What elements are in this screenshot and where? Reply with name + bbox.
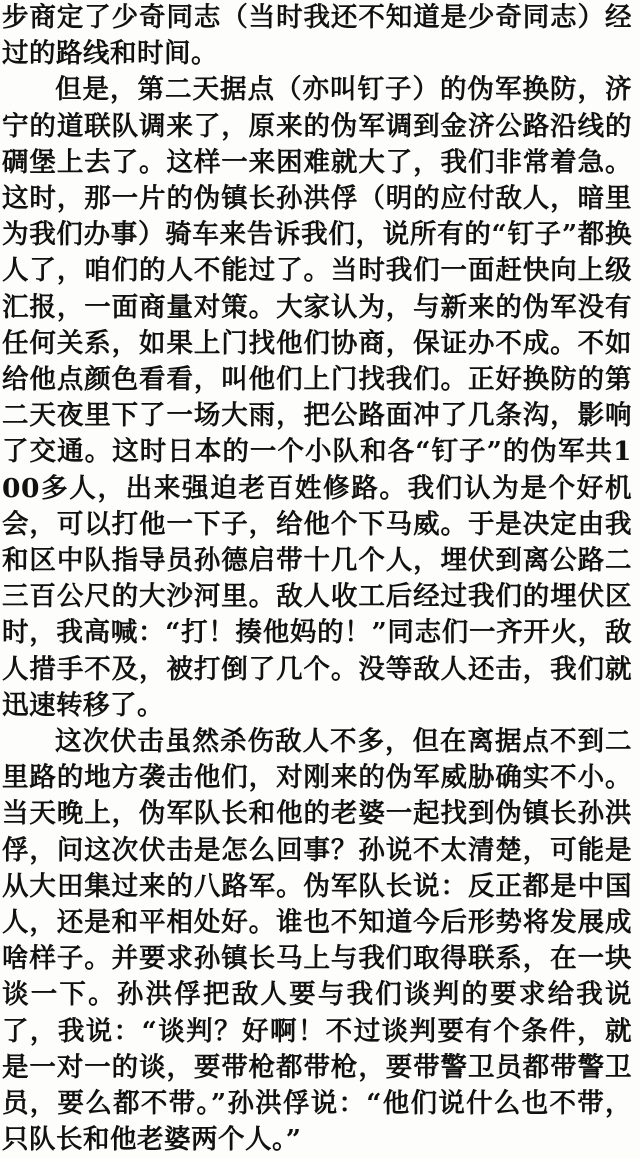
paragraph-2: 但是，第二天据点（亦叫钉子）的伪军换防，济宁的道联队调来了，原来的伪军调到金济公路沿线的碉堡上去了。这样一来困难就大了，我们非常着急。这时，那一片的伪镇长孙洪俘（明的应付敌人，暗里为我们办事）骑车来告诉我们，说所有的“钉子”都换人了，咱们的人不能过了。当时我们一面赶快向上级汇报，一面商量对策。大家认为，与新来的伪军没有任何关系，如果上门找他们协商，保证办不成。不如给他点颜色看看，叫他们上门找我们。正好换防的第二天夜里下了一场大雨，把公路面冲了几条沟，影响了交通。这时日本的一个小队和各“钉子”的伪军共100多人，出来强迫老百姓修路。我们认为是个好机会，可以打他一下子，给他个下马威。于是决定由我和区中队指导员孙德启带十几个人，埋伏到离公路二三百公尺的大沙河里。敌人收工后经过我们的埋伏区时，我高喊：“打！揍他妈的！”同志们一齐开火，敌人措手不及，被打倒了几个。没等敌人还击，我们就迅速转移了。	[2, 74, 632, 721]
document-page	[2, 0, 632, 1156]
paragraph-1: 步商定了少奇同志（当时我还不知道是少奇同志）经过的路线和时间。	[2, 2, 632, 70]
paragraph-3: 这次伏击虽然杀伤敌人不多，但在离据点不到二里路的地方袭击他们，对刚来的伪军威胁确实不小。当天晚上，伪军队长和他的老婆一起找到伪镇长孙洪俘，问这次伏击是怎么回事？孙说不太清楚，可能是从大田集过来的八路军。伪军队长说：反正都是中国人，还是和平相处好。谁也不知道今后形势将发展成啥样子。并要求孙镇长马上与我们取得联系，在一块谈一下。孙洪俘把敌人要与我们谈判的要求给我说了，我说：“谈判？好啊！不过谈判要有个条件，就是一对一的谈，要带枪都带枪，要带警卫员都带警卫员，要么都不带。”孙洪俘说：“他们说什么也不带，只队长和他老婆两个人。”	[2, 726, 632, 1156]
